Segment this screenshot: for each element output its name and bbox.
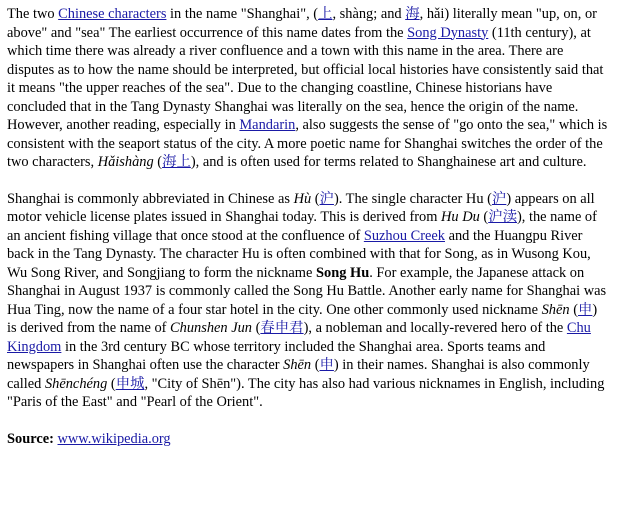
- text-run: ), the name of an ancient fishing village that once stood at the confluence of: [7, 209, 597, 244]
- text-run: (: [311, 357, 320, 373]
- text-run: ), and is often used for terms related to Shanghainese art and culture.: [190, 154, 587, 170]
- text-run: ) in their names. Shanghai is also commonly called: [7, 357, 590, 392]
- link-haishang-characters[interactable]: 海上: [162, 154, 191, 170]
- link-shen-character[interactable]: 申: [577, 301, 593, 318]
- link-mandarin[interactable]: Mandarin: [239, 117, 296, 133]
- text-run: in the name "Shanghai", (: [166, 6, 319, 22]
- text-run: in the 3rd century BC whose territory included the Shanghai area. Sports teams and newspapers in Shanghai often use the character: [7, 338, 546, 373]
- text-run: (11th century), at which time there was already a river confluence and a town with this name in the area. There are disputes as to how the name should be interpreted, but official local histories have consistently said that it means "the upper reaches of the sea". Due to the changing coastline, Chinese historians have concluded that in the Tang Dynasty Shanghai was literally on the sea, hence the origin of the name. However, another reading, especially in: [7, 24, 604, 133]
- link-chunshen-characters[interactable]: 春申君: [260, 320, 304, 336]
- text-run: (: [252, 320, 261, 336]
- text-run: , hǎi) literally mean "up, on, or above" and "sea" The earliest occurrence of this name dates from the: [7, 6, 597, 41]
- link-hudu-characters[interactable]: 沪渎: [488, 209, 517, 225]
- link-chinese-characters[interactable]: Chinese characters: [58, 6, 167, 22]
- source-link[interactable]: www.wikipedia.org: [57, 430, 171, 447]
- term-haishang: Hǎishàng: [97, 154, 154, 170]
- text-run: ). The single character Hu (: [333, 190, 492, 207]
- text-run: , shàng; and: [332, 6, 406, 22]
- text-run: Shanghai is commonly abbreviated in Chinese as: [7, 190, 294, 207]
- term-hu-du: Hu Du: [441, 209, 480, 225]
- link-hu-character[interactable]: 沪: [319, 190, 334, 207]
- text-run: ) is derived from the name of: [7, 301, 598, 336]
- link-suzhou-creek[interactable]: Suzhou Creek: [363, 227, 445, 244]
- link-hai-character[interactable]: 海: [405, 6, 420, 22]
- text-run: (: [569, 301, 578, 318]
- source-label: Source:: [7, 430, 54, 447]
- link-shen-character-2[interactable]: 申: [319, 357, 334, 373]
- link-shang-character[interactable]: 上: [318, 6, 333, 22]
- term-shencheng: Shēnchéng: [44, 375, 108, 392]
- text-run: ), a nobleman and locally-revered hero of the: [303, 320, 567, 336]
- text-run: (: [153, 154, 163, 170]
- text-run: . For example, the Japanese attack on Shanghai in August 1937 is commonly called the Song Hu Battle. Another early name for Shanghai was Hua Ting, now the name of a four star hotel in the city. One other commonly used nickname: [7, 264, 607, 318]
- term-shen-2: Shēn: [283, 357, 312, 373]
- text-run: , "City of Shēn"). The city has also had various nicknames in English, including "Paris of the East" and "Pearl of the Orient".: [7, 375, 605, 410]
- source-line: [7, 430, 610, 449]
- term-chunshen-jun: Chunshen Jun: [170, 320, 252, 336]
- link-chu-kingdom[interactable]: Chu Kingdom: [7, 320, 591, 355]
- link-hu-character-2[interactable]: 沪: [491, 190, 507, 207]
- term-song-hu: Song Hu: [316, 264, 370, 281]
- link-shencheng-characters[interactable]: 申城: [115, 375, 145, 392]
- link-song-dynasty[interactable]: Song Dynasty: [407, 24, 489, 41]
- paragraph-nicknames: [7, 190, 610, 412]
- term-hu: Hù: [293, 190, 312, 207]
- text-run: (: [479, 209, 489, 225]
- text-run: , also suggests the sense of "go onto the sea," which is consistent with the seaport status of the city. A more poetic name for Shanghai switches the order of the two characters,: [7, 117, 608, 170]
- text-run: The two: [7, 6, 59, 22]
- text-run: ) appears on all motor vehicle license plates issued in Shanghai today. This is derived from: [7, 190, 595, 225]
- text-run: and the Huangpu River back in the Tang Dynasty. The character Hu is often combined with that for Song, as in Wusong Kou, Wu Song River, and Songjiang to form the nickname: [7, 227, 591, 281]
- term-shen: Shēn: [541, 301, 570, 318]
- text-run: (: [311, 190, 320, 207]
- paragraph-name-origin: [7, 5, 610, 172]
- text-run: (: [107, 375, 116, 392]
